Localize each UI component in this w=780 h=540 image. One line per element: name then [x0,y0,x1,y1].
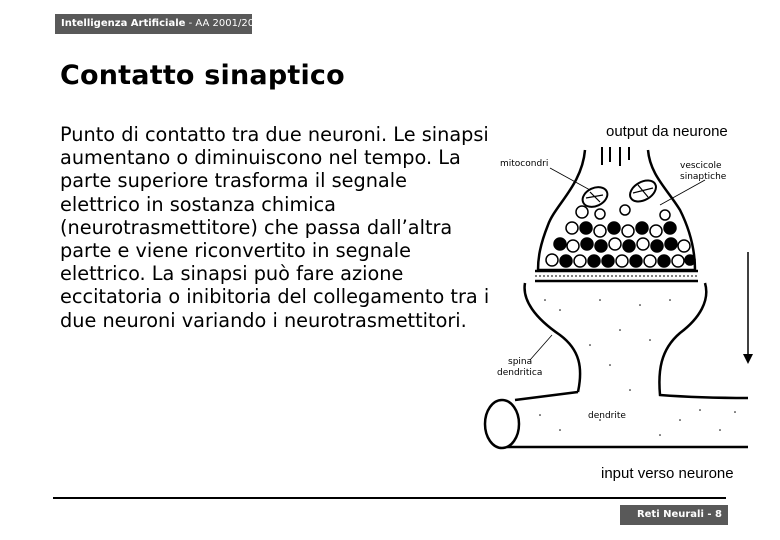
stipple-texture [539,299,736,436]
label-spina-2: dendritica [497,368,543,378]
input-label: input verso neurone [601,465,734,482]
slide-body-text: Punto di contatto tra due neuroni. Le sinapsi aumentano o diminuiscono nel tempo. La parte superiore trasforma il segnale elettrico in sostanza chimica (neurotrasmettitore) che passa dall’altra parte e viene riconvertito in segnale elettrico. La sinapsi può fare azione eccitatoria o inibitoria del collegamento tra i due neuroni variando i neurotrasmettitori. [60,123,490,332]
slide-title: Contatto sinaptico [60,60,345,91]
microtubules [602,147,629,166]
synaptic-cleft [535,271,698,281]
label-vescicole-2: sinaptiche [680,172,727,182]
label-mitocondri: mitocondri [500,159,549,169]
dendrite-shaft [507,392,748,447]
dendritic-spine [525,283,748,398]
course-name: Intelligenza Artificiale [61,18,186,29]
synaptic-vesicles [546,205,695,267]
label-spina-1: spina [508,357,533,367]
course-year: - AA 2001/2002 [185,18,267,29]
signal-arrow-down-icon [743,354,753,364]
page-number-badge: Reti Neurali - 8 [620,505,728,525]
course-header-badge [55,14,267,34]
label-vescicole-1: vescicole [680,161,722,171]
synapse-diagram [470,110,780,490]
dendrite-end [485,400,519,448]
footer-divider [53,497,726,499]
presynaptic-terminal [538,150,695,270]
output-label: output da neurone [606,123,728,140]
label-dendrite: dendrite [588,411,626,421]
